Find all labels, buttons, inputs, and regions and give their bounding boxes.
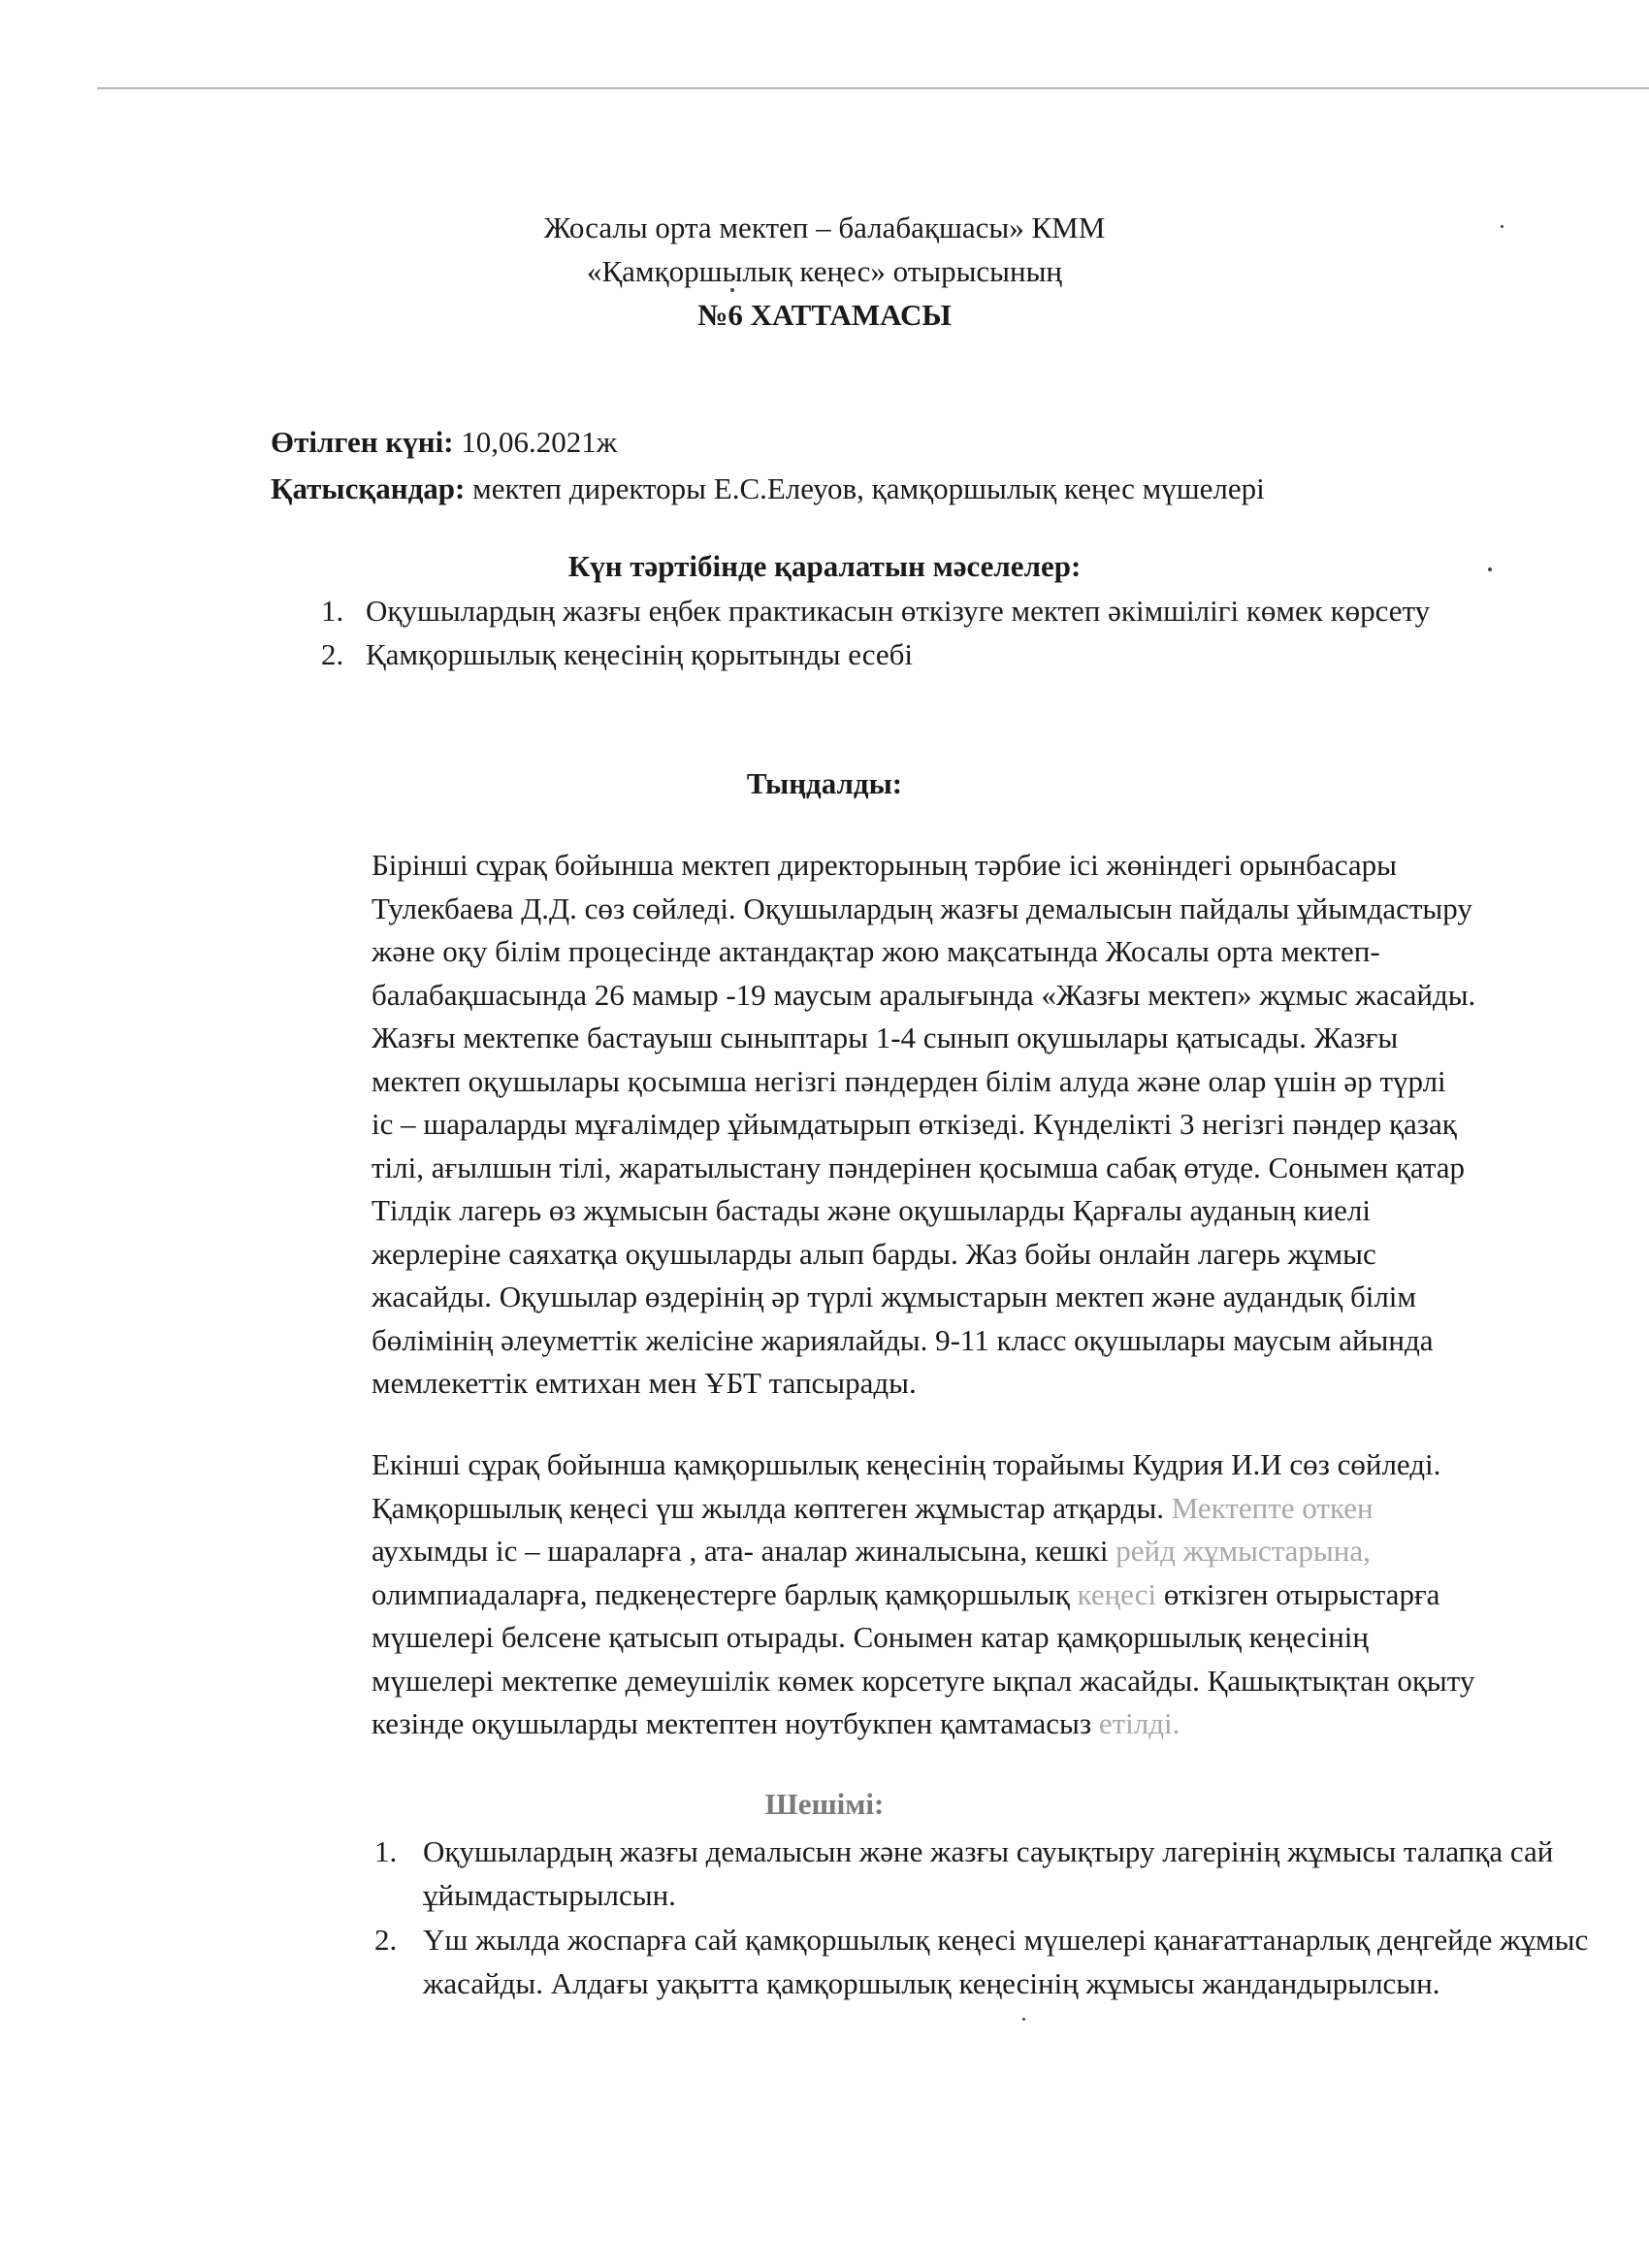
paragraph2-faded-text: кеңесі (1077, 1576, 1157, 1611)
agenda-item (311, 589, 1430, 632)
decision-item-number: 1. (374, 1834, 398, 1868)
date-label: Өтілген күні: (271, 425, 454, 459)
paragraph2-text: олимпиадаларға, педкеңестерге барлық қамқоршылық (372, 1576, 1070, 1611)
decision-heading: Шешімі: (764, 1787, 885, 1821)
paragraph2-text: өткізген отырыстарға мүшелері белсене қатысып отырады. Сонымен катар қамқоршылық кеңесінің мүшелері мектепке демеушілік көмек корсетуге ықпал жасайды. Қашықтықтан оқыту кезінде оқушыларды мектептен ноутбукпен қамтамасыз (372, 1576, 1475, 1740)
scan-speck (730, 288, 734, 292)
paragraph2-text: Екінші сұрақ бойынша қамқоршылық кеңесінің торайымы Кудрия И.И сөз сөйледі. Қамқоршылық кеңесі үш жылда көптеген жұмыстар атқарды. (372, 1447, 1441, 1525)
header-line-council: «Қамқоршылық кеңес» отырысының (587, 254, 1062, 288)
heard-paragraph-second-question (372, 1443, 1574, 1746)
document-header (0, 206, 1649, 337)
agenda-item-number: 2. (321, 637, 344, 671)
scan-speck (1488, 567, 1492, 571)
agenda-item-text: Қамқоршылық кеңесінің қорытынды есебі (366, 637, 914, 671)
agenda-heading: Күн тәртібінде қаралатын мәселелер: (567, 549, 1082, 583)
heard-paragraph-first-question: Бірінші сұрақ бойынша мектеп директорының тәрбие ісі жөніндегі орынбасары Тулекбаева Д.Д. сөз сөйледі. Оқушылардың жазғы демалысын пайдалы ұйымдастыру және оқу білім процесінде актандақтар жою мақсатында Жосалы орта мектеп- балабақшасында 26 мамыр -19 маусым аралығында «Жазғы мектеп» жұмыс жасайды. Жазғы мектепке бастауыш сыныптары 1-4 сынып оқушылары қатысады. Жазғы мектеп оқушылары қосымша негізгі пәндерден білім алуда және олар үшін әр түрлі іс – шараларды мұғалімдер ұйымдатырып өткізеді. Күнделікті 3 негізгі пәндер қазақ тілі, ағылшын тілі, жаратылыстану пәндерінен қосымша сабақ өтуде. Сонымен қатар Тілдік лагерь өз жұмысын бастады және оқушыларды Қарғалы ауданың киелі жерлеріне саяхатқа оқушыларды алып барды. Жаз бойы онлайн лагерь жұмыс жасайды. Оқушылар өздерінің әр түрлі жұмыстарын мектеп және аудандық білім бөлімінің әлеуметтік желісіне жариялайды. 9-11 класс оқушылары маусым айында мемлекеттік емтихан мен ҰБТ тапсырады. (372, 848, 1476, 1400)
header-line-organization: Жосалы орта мектеп – балабақшасы» КММ (543, 211, 1106, 244)
decision-list (369, 1830, 1600, 2006)
agenda-list (311, 589, 1430, 676)
decision-item (369, 1918, 1600, 2005)
decision-item-text: Оқушылардың жазғы демалысын және жазғы сауықтыру лагерінің жұмысы талапқа сай ұйымдастырылсын. (423, 1834, 1554, 1912)
date-value: 10,06.2021ж (453, 425, 618, 459)
scan-speck (1501, 225, 1504, 228)
scan-top-rule (97, 87, 1649, 89)
agenda-item-number: 1. (321, 594, 344, 628)
document-title: №6 ХАТТАМАСЫ (697, 298, 952, 332)
heard-heading: Тыңдалды: (746, 766, 903, 800)
scan-speck (1022, 2018, 1025, 2021)
paragraph2-faded-text: етілді. (1098, 1706, 1180, 1740)
participants-line (271, 466, 1265, 512)
participants-label: Қатысқандар: (271, 471, 466, 505)
paragraph2-faded-text: Мектепте откен (1171, 1490, 1374, 1525)
meeting-info (271, 419, 1265, 512)
meeting-date-line (271, 419, 1265, 466)
participants-value: мектеп директоры Е.С.Елеуов, қамқоршылық кеңес мүшелері (465, 471, 1265, 505)
decision-item-number: 2. (374, 1923, 398, 1957)
decision-item (369, 1830, 1600, 1917)
paragraph2-text: аухымды іс – шараларға , ата- аналар жиналысына, кешкі (372, 1534, 1109, 1568)
decision-item-text: Үш жылда жоспарға сай қамқоршылық кеңесі мүшелері қанағаттанарлық деңгейде жұмыс жасайды. Алдағы уақытта қамқоршылық кеңесінің жұмысы жандандырылсын. (423, 1923, 1589, 2000)
paragraph2-faded-text: рейд жұмыстарына, (1116, 1534, 1371, 1568)
agenda-item (311, 632, 1430, 676)
agenda-item-text: Оқушылардың жазғы еңбек практикасын өткізуге мектеп әкімшілігі көмек көрсету (366, 594, 1431, 628)
